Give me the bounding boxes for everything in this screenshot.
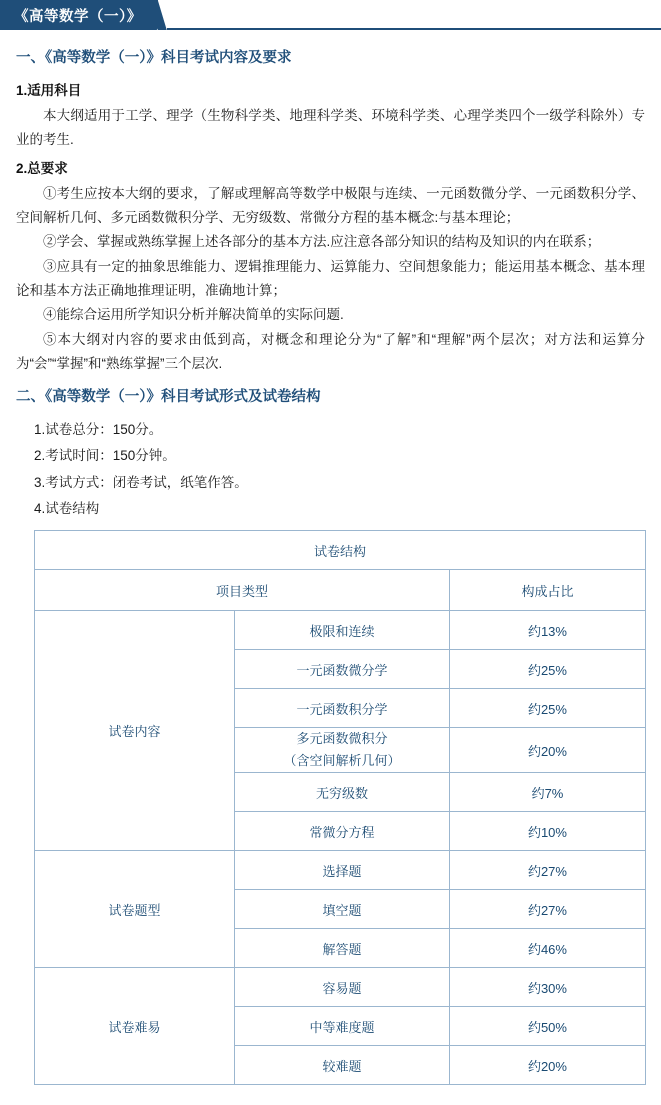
table-item-label: 极限和连续 [234, 611, 449, 650]
exam-format-item-mode: 3.考试方式：闭卷考试，纸笔作答。 [34, 474, 248, 490]
table-item-label: 无穷级数 [234, 773, 449, 812]
table-group-label-question-types: 试卷题型 [35, 851, 235, 968]
table-item-label: 一元函数积分学 [234, 689, 449, 728]
table-title: 试卷结构 [35, 531, 646, 570]
table-group-label-content: 试卷内容 [35, 611, 235, 851]
general-requirement-item-1: ①考生应按本大纲的要求，了解或理解高等数学中极限与连续、一元函数微分学、一元函数积分学、空间解析几何、多元函数微积分学、无穷级数、常微分方程的基本概念:与基本理论； [16, 186, 645, 225]
table-item-label-line-1: 多元函数微积分 [296, 731, 388, 747]
section-two-heading: 二、《高等数学（一）》科目考试形式及试卷结构 [16, 389, 321, 406]
table-item-label-multiline [234, 728, 449, 773]
table-item-label: 容易题 [234, 968, 449, 1007]
table-item-ratio: 约7% [449, 773, 645, 812]
exam-format-item-total-score: 1.试卷总分：150分。 [34, 421, 163, 437]
general-requirement-item-4: ④能综合运用所学知识分析并解决简单的实际问题. [43, 307, 344, 323]
table-item-ratio: 约25% [449, 650, 645, 689]
table-item-ratio: 约20% [449, 728, 645, 773]
title-divider [167, 28, 661, 30]
table-group-label-difficulty: 试卷难易 [35, 968, 235, 1085]
table-item-ratio: 约50% [449, 1007, 645, 1046]
table-item-label: 中等难度题 [234, 1007, 449, 1046]
exam-format-item-duration: 2.考试时间：150分钟。 [34, 448, 176, 464]
table-item-ratio: 约25% [449, 689, 645, 728]
table-row [35, 851, 646, 890]
table-row [35, 968, 646, 1007]
table-item-ratio: 约46% [449, 929, 645, 968]
subsection-general-requirements-heading: 2.总要求 [16, 160, 68, 176]
general-requirement-item-5: ⑤本大纲对内容的要求由低到高，对概念和理论分为“了解”和“理解”两个层次；对方法和运算分为“会”“掌握”和“熟练掌握”三个层次. [16, 331, 645, 371]
general-requirement-item-2: ②学会、掌握或熟练掌握上述各部分的基本方法.应注意各部分知识的结构及知识的内在联系； [43, 234, 601, 250]
table-item-ratio: 约30% [449, 968, 645, 1007]
table-item-label: 较难题 [234, 1046, 449, 1085]
table-item-label-line-2: （含空间解析几何） [283, 753, 401, 769]
table-row [35, 611, 646, 650]
table-header-row [35, 570, 646, 611]
table-item-ratio: 约10% [449, 812, 645, 851]
table-item-ratio: 约20% [449, 1046, 645, 1085]
subsection-applicable-subjects-paragraph-1: 本大纲适用于工学、理学（生物科学类、地理科学类、环境科学类、心理学类四个一级学科除外）专业的考生. [16, 108, 645, 147]
exam-format-list [16, 417, 645, 522]
general-requirement-item-3: ③应具有一定的抽象思维能力、逻辑推理能力、运算能力、空间想象能力；能运用基本概念、基本理论和基本方法正确地推理证明，准确地计算； [16, 259, 645, 298]
table-col-header-ratio: 构成占比 [449, 570, 645, 611]
table-item-label: 常微分方程 [234, 812, 449, 851]
table-title-row [35, 531, 646, 570]
table-item-ratio: 约27% [449, 890, 645, 929]
table-item-label: 填空题 [234, 890, 449, 929]
exam-structure-table [34, 530, 646, 1085]
table-item-label: 一元函数微分学 [234, 650, 449, 689]
page-title: 《高等数学（一）》 [0, 0, 158, 30]
section-one-heading: 一、《高等数学（一）》科目考试内容及要求 [16, 50, 292, 66]
document-content [0, 30, 661, 1105]
table-col-header-item-type: 项目类型 [35, 570, 450, 611]
table-item-ratio: 约13% [449, 611, 645, 650]
table-item-ratio: 约27% [449, 851, 645, 890]
exam-format-item-structure: 4.试卷结构 [34, 500, 100, 516]
table-item-label: 解答题 [234, 929, 449, 968]
document-title-bar [0, 0, 661, 30]
subsection-applicable-subjects-heading: 1.适用科目 [16, 82, 82, 98]
table-item-label: 选择题 [234, 851, 449, 890]
